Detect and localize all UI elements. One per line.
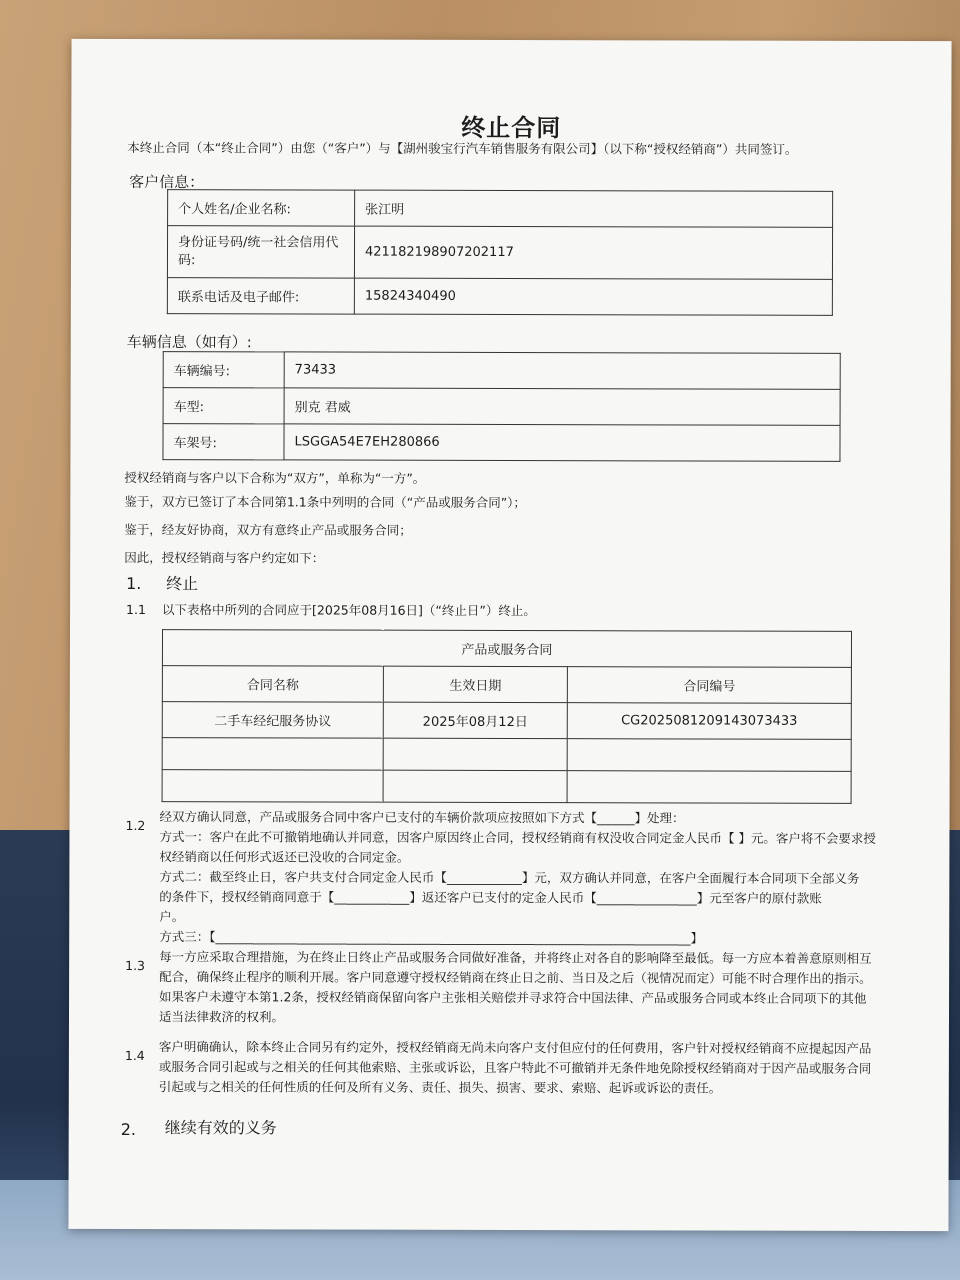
header-cell: 合同名称 [162,666,383,703]
clause-line: 方式三：【____________________________________________________________________________】 [159,929,703,946]
clause-line: 方式一：客户在此不可撤销地确认并同意，因客户原因终止合同，授权经销商有权没收合同定金人民币【 】元。客户将不会要求授 [159,829,876,846]
section-1-number: 1. [126,573,142,594]
table-cell [383,738,567,770]
clause-line: 客户明确确认，除本终止合同另有约定外，授权经销商无尚未向客户支付但应付的任何费用，客户针对授权经销商不应提起因产品 [158,1039,872,1056]
clause-line: 权经销商以任何形式返还已没收的合同定金。 [159,849,410,865]
header-cell: 合同编号 [567,667,851,704]
table-cell [567,771,851,804]
label-cell: 身份证号码/统一社会信用代码: [167,226,354,278]
clause-1-1-text: 以下表格中所列的合同应于[2025年08月16日]（“终止日”）终止。 [162,602,536,619]
table-row [163,424,840,462]
table-caption: 产品或服务合同 [162,630,851,668]
header-cell: 生效日期 [383,666,567,702]
document-title: 终止合同 [461,113,562,143]
value-cell: 别克 君威 [284,388,840,425]
value-cell: 15824340490 [354,278,832,315]
clause-line: 适当法律救济的权利。 [158,1009,285,1025]
therefore-line: 因此，授权经销商与客户约定如下： [124,549,325,566]
vehicle-heading: 车辆信息（如有）: [126,332,252,352]
table-cell [383,770,567,802]
table-row [162,630,851,668]
table-header-row [162,666,851,704]
clause-1-2-number: 1.2 [125,817,146,834]
clause-line: 户。 [159,909,185,925]
table-row [163,388,840,426]
table-row [168,190,833,228]
vehicle-table [162,351,840,462]
parties-line: 授权经销商与客户以下合称为“双方”，单称为“一方”。 [124,469,426,486]
label-cell: 车架号: [163,424,284,460]
clause-line: 如果客户未遵守本第1.2条，授权经销商保留向客户主张相关赔偿并寻求符合中国法律、产品或服务合同或本终止合同项下的其他 [159,989,867,1006]
table-cell [162,770,383,803]
clause-line: 每一方应采取合理措施，为在终止日终止产品或服务合同做好准备，并将终止对各自的影响降至最低。每一方应本着善意原则相互 [159,949,872,966]
table-row [162,702,851,740]
label-cell: 车辆编号: [163,352,284,388]
table-row [167,226,832,280]
clause-line: 的条件下，授权经销商同意于【____________】返还客户已支付的定金人民币【________________】元至客户的原付款账 [159,889,822,906]
table-row [162,770,851,804]
value-cell: 421182198907202117 [354,226,832,279]
clause-1-4-number: 1.4 [124,1047,145,1064]
clause-line: 或服务合同引起或与之相关的任何其他索赔、主张或诉讼，且客户特此不可撤销并无条件地免除授权经销商对于因产品或服务合同 [158,1059,872,1076]
table-cell [162,738,383,771]
clause-line: 配合，确保终止程序的顺利开展。客户同意遵守授权经销商在终止日之前、当日及之后（视情况而定）可能不时合理作出的指示。 [159,969,872,986]
whereas-2: 鉴于，经友好协商，双方有意终止产品或服务合同； [124,521,412,538]
table-row [162,738,851,772]
table-cell [567,739,851,772]
label-cell: 车型: [163,388,284,424]
section-2-title: 继续有效的义务 [164,1118,277,1138]
value-cell: 73433 [284,352,840,389]
label-cell: 联系电话及电子邮件: [167,278,354,314]
table-cell: 2025年08月12日 [383,702,567,738]
table-cell: 二手车经纪服务协议 [162,702,383,739]
clause-line: 方式二：截至终止日，客户共支付合同定金人民币【____________】元，双方确认并同意，在客户全面履行本合同项下全部义务 [159,869,860,886]
section-2-number: 2. [120,1119,136,1140]
value-cell: 张江明 [355,190,833,227]
table-cell: CG2025081209143073433 [567,703,851,740]
contract-table [162,629,852,804]
section-1-title: 终止 [166,574,199,594]
table-row [167,278,832,316]
clause-line: 经双方确认同意，产品或服务合同中客户已支付的车辆价款项应按照如下方式【______】处理： [159,809,685,826]
whereas-1: 鉴于，双方已签订了本合同第1.1条中列明的合同（“产品或服务合同”）； [124,493,526,511]
label-cell: 个人姓名/企业名称: [168,190,355,226]
table-row [163,352,840,390]
clause-1-3-text [159,947,919,1029]
intro-paragraph: 本终止合同（本“终止合同”）由您（“客户”）与【湖州骏宝行汽车销售服务有限公司】（以下称“授权经销商”）共同签订。 [127,139,798,157]
customer-heading: 客户信息： [129,173,205,192]
clause-line: 引起或与之相关的任何性质的任何及所有义务、责任、损失、损害、要求、索赔、起诉或诉讼的责任。 [158,1079,722,1096]
clause-1-1-number: 1.1 [126,601,146,618]
clause-1-2-text [159,807,919,949]
value-cell: LSGGA54E7EH280866 [284,424,840,461]
clause-1-4-text [159,1037,919,1099]
document-page [68,39,951,1231]
clause-1-3-number: 1.3 [125,957,146,974]
customer-table [167,189,833,316]
